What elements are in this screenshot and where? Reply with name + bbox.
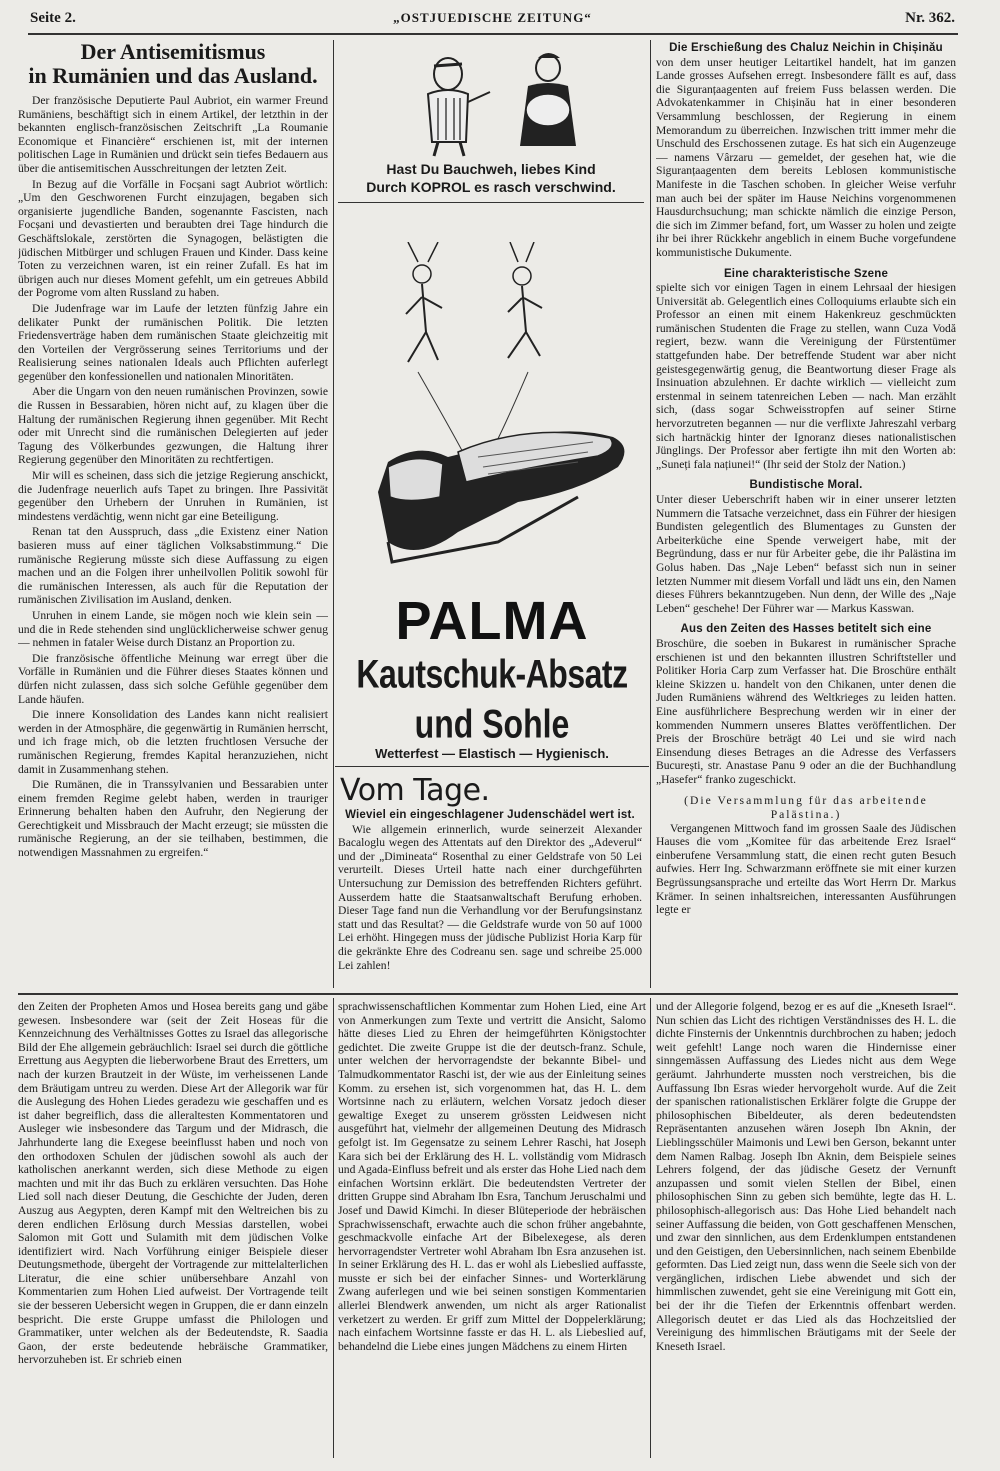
- bottom-column-3-text: und der Allegorie folgend, bezog er es auf die „Kneseth Israel“. Nun schien das Licht des richtigen Verständnisses des H. L. die dichte Finsternis der Unkenntnis durchbrochen zu haben; jedoch weit gefehlt! Lange noch waren die Hindernisse einer sinngemässen Auffassung des Liedes nicht aus dem Wege geräumt. Jahrhunderte mussten noch verstreichen, bis die Auffassung Ibn Esras wieder hervorgeholt wurde. Auf die Zeit der spanischen rationalistischen Erklärer folgte die Gruppe der philosophischen Bibeldeuter, als deren bedeutendsten Repräsentanten anzusehen wären Joseph Ibn Aknin, der Lieblingsschüler Maimonis und Lewi ben Gerson, bekannt unter dem Namen Ralbag. Joseph Ibn Aknin, dem Beispiele seines Lehrers folgend, der das jüdische Gesetz der Vernunft anzupassen und somit vielen Stellen der Bibel, einen philosophischen Sinn zu geben sich bemühte, legte das H. L. philosophisch-allegorisch aus: Das Hohe Lied behandelt nach seiner Auffassung die beiden, von Gott geschaffenen Menschen, und zwar den sinnlichen, aus dem Erdenklumpen entstandenen und den Geistigen, den Uebersinnlichen, nach seinem Ebenbilde geformten. Das Lied zeigt nun, dass wenn die Seele sich von der vergänglichen, irdischen Liebe abwendet und sich der himmlischen zuwendet, geht sie eine Vereinigung mit Gott ein, bei der ihr die Tiefen der Erkenntnis offenbart werden. Allegorisch deutet er das Lied als das Hochzeitslied der Vereinigung des himmlischen Bräutigams mit der Seele der Kneseth Israel.: [656, 1000, 956, 1353]
- headline-line-2: in Rumänien und das Ausland.: [28, 63, 318, 88]
- koprol-slogan: [338, 160, 644, 196]
- article-paragraph: Die innere Konsolidation des Landes kann nicht realisiert werden in der Atmosphäre, die gegenwärtig in Rumänien herrscht, und ich frage mich, ob die letzten fruchtlosen Versuche der rumänischen Regierung, fremdes Kapital heranzuziehen, nicht damit in Zusammenhang stehen.: [18, 708, 328, 776]
- news-1-title: Die Erschießung des Chaluz Neichin in Chișinău: [669, 42, 943, 54]
- vom-tage-subhead: Wieviel ein eingeschlagener Judenschädel wert ist.: [345, 809, 635, 821]
- palma-product-line-2: und Sohle: [414, 701, 570, 747]
- article-paragraph: Die französische öffentliche Meinung war erregt über die Vorfälle in Rumänien und die Führer dieses Staates können und dürfen nicht zulassen, dass sich solche Gefühle gegenüber dem Lande häufen.: [18, 651, 328, 706]
- article-paragraph: Die Judenfrage war im Laufe der letzten fünfzig Jahre ein delikater Punkt der rumänischen Politik. Die letzten Friedensverträge haben dem rumänischen Staate gleichzeitig mit den Vorteilen der Vergrösserung seines Territoriums und der Realisierung seines nationalen Ideals auch Pflichten auferlegt gegenüber den konfessionellen und nationalen Minoritäten.: [18, 301, 328, 383]
- bottom-divider-right: [650, 998, 651, 1458]
- page-number: Seite 2.: [30, 10, 76, 26]
- article-paragraph: Aber die Ungarn von den neuen rumänischen Provinzen, sowie die Russen in Bessarabien, hören nicht auf, zu klagen über die Haltung der rumänischen Regierung ihnen gegenüber. Mit Recht oder mit Unrecht sind die rumänischen Delegierten auf jeder Tagung des Völkerbundes gezwungen, die Haltung ihrer Regierung gegenüber den Minoritäten zu rechtfertigen.: [18, 385, 328, 467]
- bottom-column-2: [338, 1000, 646, 1460]
- article-paragraph: Der französische Deputierte Paul Aubriot, ein warmer Freund Rumäniens, beschäftigt sich in einem Artikel, der letzthin in der bekannten englisch-französischen Zeitschrift „La Roumanie Economique et Financière“ erschienen ist, mit der internen politischen Lage in Rumänien und drückt sein tiefes Bedauern aus über die antisemitischen Ausschreitungen der letzten Zeit.: [18, 94, 328, 175]
- column-divider-right: [650, 40, 651, 988]
- news-5-text: Vergangenen Mittwoch fand im grossen Saale des Jüdischen Hauses die vom „Komitee für das arbeitende Erez Israel“ einberufene Versammlung statt, die einen recht guten Besuch aufwies. Herr Ing. Schwarzmann eröffnete sie mit einer kurzen Begrüssungsansprache und erteilte das Wort Herrn Dr. Markus Krämer. In seinen inhaltsreichen, interessanten Ausführungen legte er: [656, 821, 956, 917]
- news-3-title: Bundistische Moral.: [749, 479, 863, 492]
- right-column-news: [656, 40, 956, 986]
- vom-tage-section: [338, 775, 648, 974]
- advertisement: [338, 42, 646, 770]
- palma-shoe-illustration: [348, 242, 638, 592]
- koprol-ad: [338, 42, 644, 203]
- news-4-text: Broschüre, die soeben in Bukarest in rumänischer Sprache erschienen ist und den bekannten illustren Schriftsteller und Politiker Horia Carp zum Verfasser hat. Die Broschüre enthält kleine Skizzen u. handelt von den Chikanen, unter denen die Juden Rumäniens während des Weltkrieges zu leiden hatten. Eine ausführlichere Besprechung werden wir in einer der kommenden Nummern unseres Blattes veröffentlichen. Der Preis der Broschüre beträgt 40 Lei und sie wird nach Einsendung dieses Betrages an die Adresse des Verfassers București, str. Anastase Panu 9 oder an die der Buchhandlung „Hasefer“ franko zugeschickt.: [656, 636, 956, 786]
- issue-number: Nr. 362.: [905, 10, 955, 26]
- news-3-text: Unter dieser Ueberschrift haben wir in einer unserer letzten Nummern die Tatsache verzeichnet, dass ein Führer der hiesigen Bundisten gelegentlich des Blumentages zu Gunsten der Arbeiterküche eine Spende verweigert habe, mit der Begründung, dass er nur für Arbeiter gebe, die ihr Palästina im Golus haben. Das „Naje Leben“ befasst sich nun in seiner letzten Nummer mit diesem Vorfall und lädt uns ein, den Namen dieses Führers bekanntzugeben. Nun denn, der Wille des „Naje Leben“ geschehe! Der Führer war — Markus Kasswan.: [656, 493, 956, 615]
- section-divider: [18, 993, 958, 995]
- bottom-column-1-text: den Zeiten der Propheten Amos und Hosea bereits gang und gäbe gewesen. Insbesondere war (seit der Zeit Hoseas für die Kennzeichnung des Verhältnisses Gottes zu Israel das allegorische Bild der Ehe allgemein gebräuchlich: Israel sei durch die göttliche Errettung aus Aegypten die lieberworbene Braut des Erretters, um nach der kurzen Brautzeit in der Wüste, im verheissenen Lande dem Bräutigam untreu zu werden. Diese Art der Allegorik war für die Auslegung des Hohen Liedes geradezu wie geschaffen und es ist daher begreiflich, dass die alleraltesten Kommentatoren und Ausleger wie insbesondere das Targum und der Midrasch, die Jahrhunderte lang die Exegese beeinflusst haben und noch von den orthodoxen Schulen der jüdischen sowohl als auch der katholischen anerkannt werden, sich diese Methode zu eigen machten und mit ihr das Buch zu erklären versuchten. Das Hohe Lied soll nach dieser Deutung, die Geschichte der Juden, deren Auszug aus Aegypten, deren Kampf mit den Weltreichen bis zu deren endlichen Erlösung durch Messias darstellen, wobei Salomon mit Gott und Sulamith mit dem jüdischen Volke identifiziert wird. Nach Vorführung einiger Beispiele dieser Deutungsmethode, übergeht der Vortragende zur mittelalterlichen Literatur, die eine schier unübersehbare Anzahl von Kommentarien zum Hohen Lied aufweist. Der Vortragende teilt sie der besseren Uebersicht wegen in Gruppen, die er dann einzeln bespricht. Die erste Gruppe umfasst die Philologen und Grammatiker, unter welchen als der Bedeutendste, R. Saadia Gaon, der erste bedeutende hebräische Grammatiker, hervorzuheben ist. Er schrieb einen: [18, 1000, 328, 1367]
- main-article: [18, 40, 328, 986]
- news-2-text: spielte sich vor einigen Tagen in einem Lehrsaal der hiesigen Universität ab. Gelegentlich eines Colloquiums erlaubte sich ein Professor an einen mit einem Hakenkreuz geschmückten rumänischen Studenten die Frage zu stellen, wann Cuza Vodă regiert, bezw. wann die Vereinigung der Fürstentümer stattgefunden habe. Der betreffende Student war aber nicht geistesgegenwärtig genug, die Beantwortung dieser Frage als Insinuation abzulehnen. Er dachte wirklich — vielleicht zum erstenmal in seinem tatenreichen Leben — nach. Man erzählt sich, (dass sogar Schweisstropfen auf seiner Stirne hervorzutreten begannen — nur die verflixte Jahreszahl verbarg sich hartnäckig hinter der Ignoranz dieses nationalistischen Jünglings. Der Professor aber fertigte ihn mit den Worten ab: „Suneți fala națiunei!“ (Ihr seid der Stolz der Nation.): [656, 281, 956, 471]
- page-header: [30, 6, 955, 30]
- ad-bottom-rule: [335, 766, 649, 767]
- article-headline: [18, 40, 328, 88]
- bottom-column-2-text: sprachwissenschaftlichen Kommentar zum Hohen Lied, eine Art von Anmerkungen zum Texte und vertritt die Ansicht, Salomo hätte dieses Lied zu Ehren der heimgeführten Königstochter gedichtet. Die zweite Gruppe ist die der deutsch-franz. Schule, unter welchen der hervorragendste der bekannte Bibel- und Talmudkommentator Raschi ist, der wie aus der Einleitung seines Komm. zu ersehen ist, sich vorgenommen hat, das H. L. dem Wortsinne nach zu erläutern, welchen Vorsatz jedoch dieser gewaltige Exeget zu unserem grössten Leidwesen nicht ausgeführt hat, vielmehr der allgemeinen Deutung des Midrasch gefolgt ist. Im Gegensatze zu seinem Lehrer Raschi, hat Joseph Kara sich bei der Erklärung des H. L. vollständig vom Midrasch und Agada-Einfluss befreit und als erster das Hohe Lied nach dem einfachen Wortsinn erklärt. Die bedeutendsten Vertreter der dritten Gruppe sind Abraham Ibn Esra, Tanchum Jeruschalmi und Josef und Dawid Kimchi. In dieser Blüteperiode der hebräischen Sprachwissenschaft, erwachte auch die schon früher angebahnte, geschmackvolle einfache Art der Bibelexegese, als deren hervorragendster Vertreter wohl Abraham Ibn Esra anzusehen ist. In seiner Erklärung des H. L. das er wohl als Liebeslied auffasste, musste er sich bei der einfacher Sinnes- und Worterklärung Zwang auferlegen und wie bei seinen sonstigen Kommentarien allerlei Blendwerk anwenden, um nicht als arger Rationalist verketzert zu werden. Er griff zum Mittel der Doppelerklärung; nach einfachem Wortsinne fasste er das H. L. als Liebeslied auf, behandelnd die Liebe eines jungen Mädchens zu einem Hirten: [338, 1000, 646, 1353]
- article-paragraph: Mir will es scheinen, dass sich die jetzige Regierung anschickt, die Judenfrage neuerlich aufs Tapet zu bringen. Ihre Passivität gegenüber den Urhebern der Unruhen in Rumänien, ist mindestens verdächtig, wenn nicht gar eine Beteiligung.: [18, 469, 328, 523]
- article-paragraph: Renan tat den Ausspruch, dass „die Existenz einer Nation basieren muss auf einer täglichen Volksabstimmung.“ Die rumänische Regierung müsste sich diese Auffassung zu eigen machen und an die Folgen ihrer unheilvollen Politik sowohl für die rumänischen Interessen, als auch für die Reputation der rumänischen Zivilisation im Ausland, denken.: [18, 525, 328, 607]
- article-paragraph: In Bezug auf die Vorfälle in Focșani sagt Aubriot wörtlich: „Um den Geschworenen Furcht einzujagen, begaben sich organisierte jugendliche Banden, sogenannte Fascisten, nach Focșani und devastierten und beraubten drei Tage hindurch die Geschäftslokale, zerstörten die Synagogen, belästigten die jüdischen Mitbürger und schlugen Frauen und Kinder. Dass keine Toten zu verzeichnen waren, ist ein reiner Zufall. Es hat im übrigen auch nur dieses Moment gefehlt, um ein getreues Abbild der Pogrome vom alten Russland zu haben.: [18, 177, 328, 300]
- palma-brand: PALMA: [395, 591, 589, 651]
- news-1-text: von dem unser heutiger Leitartikel handelt, hat im ganzen Lande grosses Aufsehen erregt. Insbesondere fällt es auf, dass die Siguranțaagenten auf freiem Fuss belassen werden. Die Advokatenkammer in Chișinău hat in einer besonderen Versammlung beschlossen, der Regierung in einem Memorandum zu überreichen. Inzwischen tritt immer mehr die Unschuld des Erschossenen zutage. Es hat sich ein Augenzeuge — namens Vârzaru — gemeldet, der gesehen hat, wie die Siguranțaagenten dem bereits Leblosen kommunistische Manifeste in die Taschen schoben. In gleicher Weise verfuhr man auch bei der später im Hause Neichins vorgenommenen Hausdurchsuchung; man schickte nämlich die einzige Person, die sich im Zimmer befand, fort, um Wasser zu holen und zeigte ihr bei ihrer Rückkehr angeblich in einem Buche vorgefundene kommunistische Dukumente.: [656, 55, 956, 259]
- vom-tage-body: [338, 807, 642, 974]
- newspaper-title: „OSTJUEDISCHE ZEITUNG“: [393, 10, 592, 25]
- news-4-title: Aus den Zeiten des Hasses betitelt sich eine: [680, 623, 932, 636]
- article-paragraph: Die Rumänen, die in Transsylvanien und Bessarabien unter einem fremden Regime gelebt haben, werden in trauriger Erinnerung behalten haben den Aufruhr, den Negierung der Gerechtigkeit und Missbrauch der Macht erzeugt; sie müssten die rumänische Regierung, an der sie teilhaben, bestimmen, die notwendigen Massnahmen zu ergreifen.“: [18, 778, 328, 860]
- bottom-divider-left: [333, 998, 334, 1458]
- koprol-line-1: Hast Du Bauchweh, liebes Kind: [386, 161, 596, 177]
- bottom-column-3: [656, 1000, 956, 1460]
- palma-product-line-1: Kautschuk-Absatz: [356, 651, 628, 697]
- headline-line-1: Der Antisemitismus: [80, 40, 266, 64]
- bottom-column-1: [18, 1000, 328, 1460]
- article-paragraph: Unruhen in einem Lande, sie mögen noch wie klein sein — und die in Rede stehenden sind unglücklicherweise schwer genug — nehmen in fataler Weise durch Distanz an Proportion zu.: [18, 608, 328, 650]
- news-2-title: Eine charakteristische Szene: [723, 267, 889, 280]
- header-rule: [28, 33, 958, 35]
- news-5-title: (Die Versammlung für das arbeitende Palästina.): [684, 794, 928, 822]
- vom-tage-text: Wie allgemein erinnerlich, wurde seinerzeit Alexander Bacaloglu wegen des Attentats auf den Direktor des „Adeverul“ und der „Dimineata“ Rosenthal zu einer Geldstrafe von 50 Lei verurteilt. Dieses Urteil hatte nach einer durchgeführten Untersuchung zur Demission des betreffenden Richters geführt. Ausserdem hatte die Staatsanwaltschaft Berufung erhoben. Dieser Tage fand nun die Verhandlung vor der Berufungsinstanz statt und das Resultat? — die Geldstrafe wurde von 50 auf 1000 Lei erhöht. Hingegen muss der jüdische Publizist Horia Karp für die gekränkte Ehre des Codreanu sen. sage und schreibe 25.000 Lei zahlen!: [338, 822, 642, 972]
- koprol-cartoon-illustration: [398, 46, 598, 158]
- column-divider-left: [333, 40, 334, 988]
- palma-tagline: Wetterfest — Elastisch — Hygienisch.: [375, 746, 609, 761]
- koprol-line-2: Durch KOPROL es rasch verschwind.: [366, 179, 616, 195]
- vom-tage-title: Vom Tage.: [340, 773, 490, 808]
